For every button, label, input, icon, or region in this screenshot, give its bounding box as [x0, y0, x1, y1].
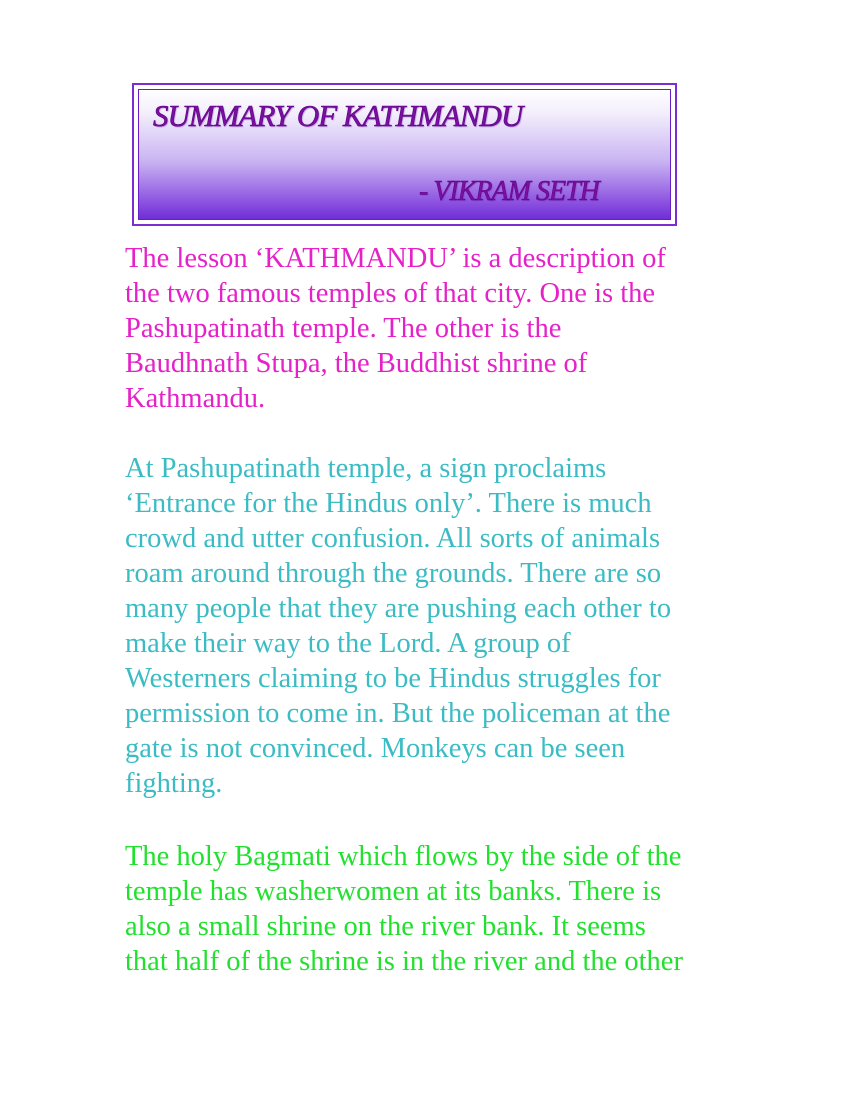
text-line: At Pashupatinath temple, a sign proclaims [125, 453, 607, 484]
paragraph-bagmati [125, 839, 745, 979]
text-line: Westerners claiming to be Hindus struggles for [125, 663, 661, 694]
text-line: the two famous temples of that city. One is the [125, 278, 656, 309]
text-line: many people that they are pushing each other to [125, 593, 672, 624]
text-line: Pashupatinath temple. The other is the [125, 313, 562, 344]
author-line: - VIKRAM SETH [419, 176, 599, 207]
text-line: roam around through the grounds. There are so [125, 558, 662, 589]
text-line: make their way to the Lord. A group of [125, 628, 571, 659]
text-line: also a small shrine on the river bank. It seems [125, 911, 646, 942]
text-line: Kathmandu. [125, 383, 266, 414]
text-line: The holy Bagmati which flows by the side of the [125, 841, 682, 872]
text-line: permission to come in. But the policeman at the [125, 698, 671, 729]
text-line: crowd and utter confusion. All sorts of animals [125, 523, 661, 554]
text-line: Baudhnath Stupa, the Buddhist shrine of [125, 348, 588, 379]
text-line: The lesson ‘KATHMANDU’ is a description of [125, 243, 666, 274]
text-line: fighting. [125, 768, 223, 799]
page-title: SUMMARY OF KATHMANDU [153, 98, 523, 133]
paragraph-intro [125, 241, 745, 416]
title-banner [132, 83, 677, 226]
text-line: ‘Entrance for the Hindus only’. There is much [125, 488, 652, 519]
text-line: that half of the shrine is in the river and the other [125, 946, 683, 977]
text-line: temple has washerwomen at its banks. There is [125, 876, 662, 907]
paragraph-pashupatinath [125, 451, 745, 801]
title-banner-gradient [138, 89, 671, 220]
text-line: gate is not convinced. Monkeys can be seen [125, 733, 626, 764]
